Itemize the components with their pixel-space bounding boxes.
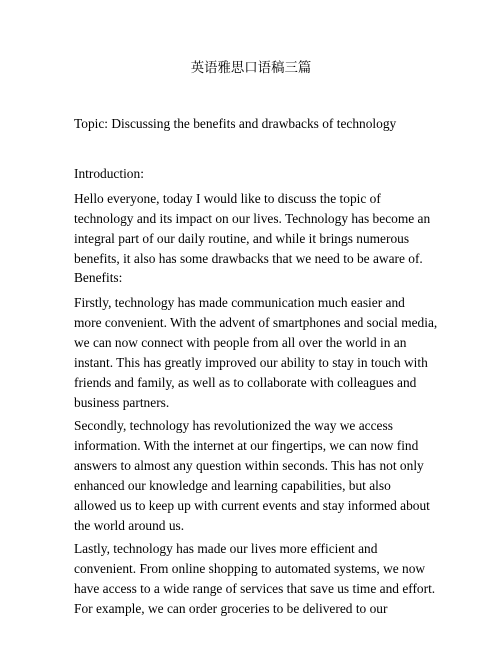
text-line: convenient. From online shopping to automated systems, we now (74, 561, 426, 576)
text-line: friends and family, as well as to collaborate with colleagues and (74, 375, 417, 390)
document-title: 英语雅思口语稿三篇 (190, 60, 312, 75)
text-line: information. With the internet at our fingertips, we can now find (74, 438, 419, 453)
text-line: For example, we can order groceries to be delivered to our (74, 601, 388, 616)
text-line: enhanced our knowledge and learning capabilities, but also (74, 478, 391, 493)
benefits-heading: Benefits: (74, 270, 123, 285)
text-line: allowed us to keep up with current events and stay informed about (74, 498, 430, 513)
text-line: the world around us. (74, 518, 185, 533)
text-line: benefits, it also has some drawbacks that we need to be aware of. (74, 251, 423, 266)
text-line: technology and its impact on our lives. Technology has become an (74, 211, 431, 226)
benefit-paragraph-3 (74, 539, 436, 619)
text-line: we can now connect with people from all over the world in an (74, 335, 407, 350)
introduction-heading: Introduction: (74, 166, 144, 181)
text-line: Firstly, technology has made communication much easier and (74, 295, 405, 310)
text-line: Hello everyone, today I would like to discuss the topic of (74, 191, 381, 206)
topic-line: Topic: Discussing the benefits and drawbacks of technology (74, 116, 397, 131)
text-line: have access to a wide range of services that save us time and effort. (74, 581, 436, 596)
text-line: more convenient. With the advent of smartphones and social media, (74, 315, 438, 330)
text-line: instant. This has greatly improved our ability to stay in touch with (74, 355, 428, 370)
text-line: business partners. (74, 395, 170, 410)
text-line: integral part of our daily routine, and while it brings numerous (74, 231, 410, 246)
text-line: Secondly, technology has revolutionized the way we access (74, 418, 393, 433)
text-line: Lastly, technology has made our lives more efficient and (74, 541, 378, 556)
benefit-paragraph-2 (74, 416, 432, 536)
text-line: answers to almost any question within seconds. This has not only (74, 458, 424, 473)
benefit-paragraph-1 (74, 293, 438, 413)
introduction-paragraph (74, 189, 432, 269)
